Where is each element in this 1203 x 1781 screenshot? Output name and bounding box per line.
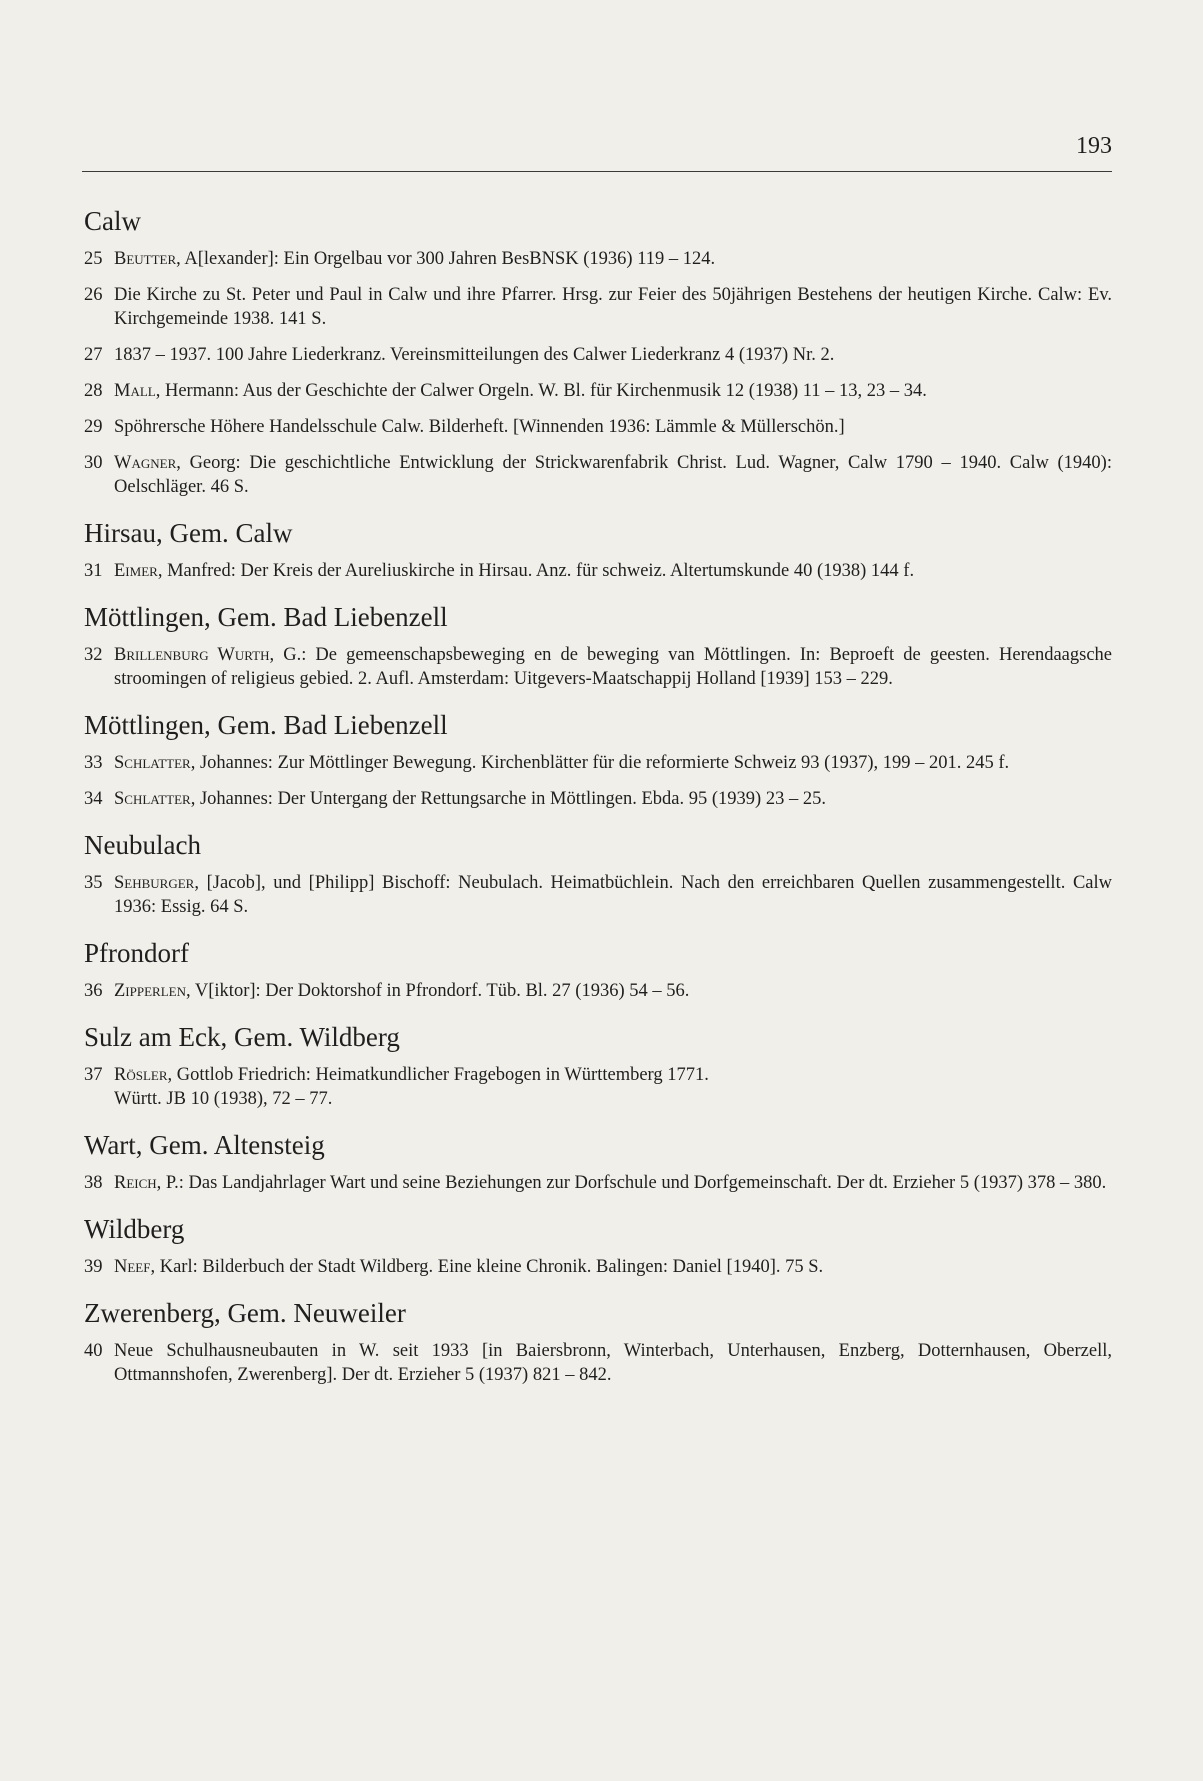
- bibliography-entry: [84, 1255, 1112, 1279]
- entry-number: 34: [84, 789, 103, 809]
- section: [84, 601, 1112, 691]
- bibliography-entry: [84, 415, 1112, 439]
- page-number: 193: [1076, 133, 1112, 159]
- entry-number: 39: [84, 1257, 103, 1277]
- entry-author: Wagner: [114, 453, 177, 473]
- section: [84, 205, 1112, 499]
- entry-text: , Gottlob Friedrich: Heimatkundlicher Fragebogen in Württemberg 1771.: [167, 1065, 709, 1085]
- section-heading: Neubulach: [84, 830, 201, 860]
- entry-number: 27: [84, 345, 103, 365]
- bibliography-entry: [84, 1171, 1112, 1195]
- entry-text: , Johannes: Der Untergang der Rettungsarche in Möttlingen. Ebda. 95 (1939) 23 – 25.: [190, 789, 826, 809]
- entry-number: 40: [84, 1341, 103, 1361]
- section: [84, 1021, 1112, 1111]
- section: [84, 1297, 1112, 1387]
- entry-author: Rösler: [114, 1065, 168, 1085]
- bibliography-entry: [84, 643, 1112, 691]
- entry-number: 35: [84, 873, 103, 893]
- section-heading: Zwerenberg, Gem. Neuweiler: [84, 1298, 406, 1328]
- bibliography-entry: [84, 247, 1112, 271]
- bibliography-entry: [84, 871, 1112, 919]
- entry-number: 31: [84, 561, 103, 581]
- entry-number: 28: [84, 381, 103, 401]
- entry-text-continued: Württ. JB 10 (1938), 72 – 77.: [114, 1089, 333, 1109]
- entry-number: 32: [84, 645, 103, 665]
- section-heading: Sulz am Eck, Gem. Wildberg: [84, 1022, 400, 1052]
- section-heading: Pfrondorf: [84, 938, 189, 968]
- entry-author: Sehburger: [114, 873, 195, 893]
- bibliography-entry: [84, 451, 1112, 499]
- entry-author: Brillenburg Wurth: [114, 645, 270, 665]
- bibliography-entry: [84, 283, 1112, 331]
- entry-text: Die Kirche zu St. Peter und Paul in Calw und ihre Pfarrer. Hrsg. zur Feier des 50jährigen Bestehens der heutigen Kirche. Calw: Ev. Kirchgemeinde 1938. 141 S.: [114, 285, 1112, 329]
- entry-text: , V[iktor]: Der Doktorshof in Pfrondorf. Tüb. Bl. 27 (1936) 54 – 56.: [185, 981, 690, 1001]
- entry-author: Zipperlen: [114, 981, 186, 1001]
- entry-author: Beutter: [114, 249, 177, 269]
- bibliography-entry: [84, 979, 1112, 1003]
- entry-text: , Hermann: Aus der Geschichte der Calwer Orgeln. W. Bl. für Kirchenmusik 12 (1938) 11 – 13, 23 – 34.: [155, 381, 927, 401]
- entry-author: Reich: [114, 1173, 157, 1193]
- entry-text: 1837 – 1937. 100 Jahre Liederkranz. Vereinsmitteilungen des Calwer Liederkranz 4 (1937) Nr. 2.: [114, 345, 835, 365]
- section-heading: Wildberg: [84, 1214, 185, 1244]
- entry-text: , [Jacob], und [Philipp] Bischoff: Neubulach. Heimatbüchlein. Nach den erreichbaren Quellen zusammengestellt. Calw 1936: Essig. 64 S.: [114, 873, 1112, 917]
- entry-text: , P.: Das Landjahrlager Wart und seine Beziehungen zur Dorfschule und Dorfgemeinschaft. Der dt. Erzieher 5 (1937) 378 – 380.: [156, 1173, 1107, 1193]
- section: [84, 829, 1112, 919]
- section: [84, 709, 1112, 811]
- entry-number: 25: [84, 249, 103, 269]
- entry-author: Schlatter: [114, 789, 191, 809]
- section: [84, 937, 1112, 1003]
- entry-author: Schlatter: [114, 753, 191, 773]
- entry-text: , A[lexander]: Ein Orgelbau vor 300 Jahren BesBNSK (1936) 119 – 124.: [176, 249, 716, 269]
- entry-author: Neef: [114, 1257, 151, 1277]
- section: [84, 1129, 1112, 1195]
- entry-text: , Johannes: Zur Möttlinger Bewegung. Kirchenblätter für die reformierte Schweiz 93 (1937), 199 – 201. 245 f.: [190, 753, 1010, 773]
- entry-text: Spöhrersche Höhere Handelsschule Calw. Bilderheft. [Winnenden 1936: Lämmle & Müllerschön.]: [114, 417, 845, 437]
- bibliography-entry: [84, 559, 1112, 583]
- bibliography-content: [84, 205, 1112, 1399]
- entry-number: 26: [84, 285, 103, 305]
- section-heading: Hirsau, Gem. Calw: [84, 518, 293, 548]
- entry-text: Neue Schulhausneubauten in W. seit 1933 [in Baiersbronn, Winterbach, Unterhausen, Enzberg, Dotternhausen, Oberzell, Ottmannshofen, Zwerenberg]. Der dt. Erzieher 5 (1937) 821 – 842.: [114, 1341, 1112, 1385]
- entry-text: , G.: De gemeenschapsbeweging en de beweging van Möttlingen. In: Beproeft de geesten. Herendaagsche stroomingen of religieus gebied. 2. Aufl. Amsterdam: Uitgevers-Maatschappij Holland [1939] 153 – 229.: [114, 645, 1112, 689]
- bibliography-entry: [84, 1063, 1112, 1111]
- section-heading: Möttlingen, Gem. Bad Liebenzell: [84, 710, 448, 740]
- section: [84, 1213, 1112, 1279]
- entry-text: , Karl: Bilderbuch der Stadt Wildberg. Eine kleine Chronik. Balingen: Daniel [1940]. 75 S.: [150, 1257, 824, 1277]
- section: [84, 517, 1112, 583]
- entry-number: 33: [84, 753, 103, 773]
- entry-number: 29: [84, 417, 103, 437]
- entry-text: , Georg: Die geschichtliche Entwicklung der Strickwarenfabrik Christ. Lud. Wagner, Calw 1790 – 1940. Calw (1940): Oelschläger. 46 S.: [114, 453, 1112, 497]
- bibliography-entry: [84, 787, 1112, 811]
- section-heading: Möttlingen, Gem. Bad Liebenzell: [84, 602, 448, 632]
- entry-text: , Manfred: Der Kreis der Aureliuskirche in Hirsau. Anz. für schweiz. Altertumskunde 40 (1938) 144 f.: [157, 561, 915, 581]
- bibliography-entry: [84, 343, 1112, 367]
- entry-number: 30: [84, 453, 103, 473]
- entry-author: Eimer: [114, 561, 158, 581]
- entry-number: 36: [84, 981, 103, 1001]
- bibliography-entry: [84, 751, 1112, 775]
- bibliography-entry: [84, 1339, 1112, 1387]
- entry-author: Mall: [114, 381, 156, 401]
- bibliography-entry: [84, 379, 1112, 403]
- header-rule: [82, 171, 1112, 172]
- section-heading: Calw: [84, 206, 141, 236]
- entry-number: 38: [84, 1173, 103, 1193]
- section-heading: Wart, Gem. Altensteig: [84, 1130, 325, 1160]
- entry-number: 37: [84, 1065, 103, 1085]
